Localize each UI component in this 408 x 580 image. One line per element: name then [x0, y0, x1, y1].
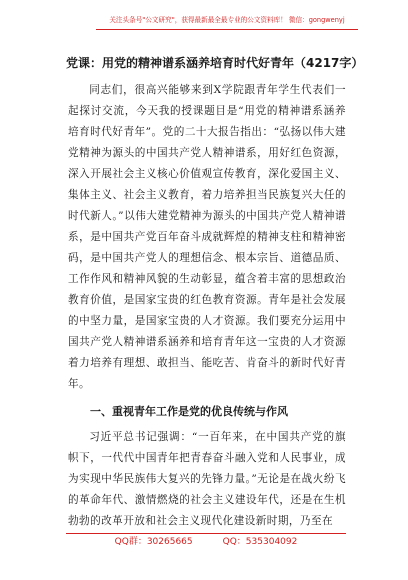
header-banner: 关注头条号"公文研究"，获得最新最全最专业的公文资料库！ 微信：gongwenyj	[109, 16, 345, 24]
paragraph-intro: 同志们，很高兴能够来到X学院跟青年学生代表们一起探讨交流，今天我的授课题目是“用党的精神谱系涵养培育时代好青年”。党的二十大报告指出：“弘扬以伟大建党精神为源头的中国共产党人精神谱系，用好红色资源，深入开展社会主义核心价值观宣传教育，深化爱国主义、集体主义、社会主义教育，着力培养担当民族复兴大任的时代新人。”以伟大建党精神为源头的中国共产党人精神谱系，是中国共产党百年奋斗成就辉煌的精神支柱和精神密码，是中国共产党人的理想信念、根本宗旨、道德品质、工作作风和精神风貌的生动彰显，蕴含着丰富的思想政治教育价值，是国家宝贵的红色教育资源。青年是社会发展的中坚力量，是国家宝贵的人才资源。我们要充分运用中国共产党人精神谱系涵养和培育青年这一宝贵的人才资源着力培养有理想、敢担当、能吃苦、肯奋斗的新时代好青年。	[68, 84, 346, 390]
header-divider	[96, 29, 358, 30]
section-heading: 一、重视青年工作是党的优良传统与作风	[90, 405, 288, 418]
footer-divider	[66, 533, 346, 534]
paragraph-section-1: 习近平总书记强调：“一百年来，在中国共产党的旗帜下，一代代中国青年把青春奋斗融入党和人民事业，成为实现中华民族伟大复兴的先锋力量。”无论是在战火纷飞的革命年代、激情燃烧的社会主义建设年代，还是在生机勃勃的改革开放和社会主义现代化建设新时期，乃至在	[68, 431, 346, 527]
document-body	[68, 80, 346, 395]
footer-qq-group: QQ群：30265665	[114, 537, 193, 547]
footer-qq-contact: QQ：535304092	[222, 537, 298, 547]
footer	[66, 536, 346, 548]
document-title: 党课：用党的精神谱系涵养培育时代好青年（4217字）	[66, 56, 364, 70]
section-body	[68, 427, 346, 532]
